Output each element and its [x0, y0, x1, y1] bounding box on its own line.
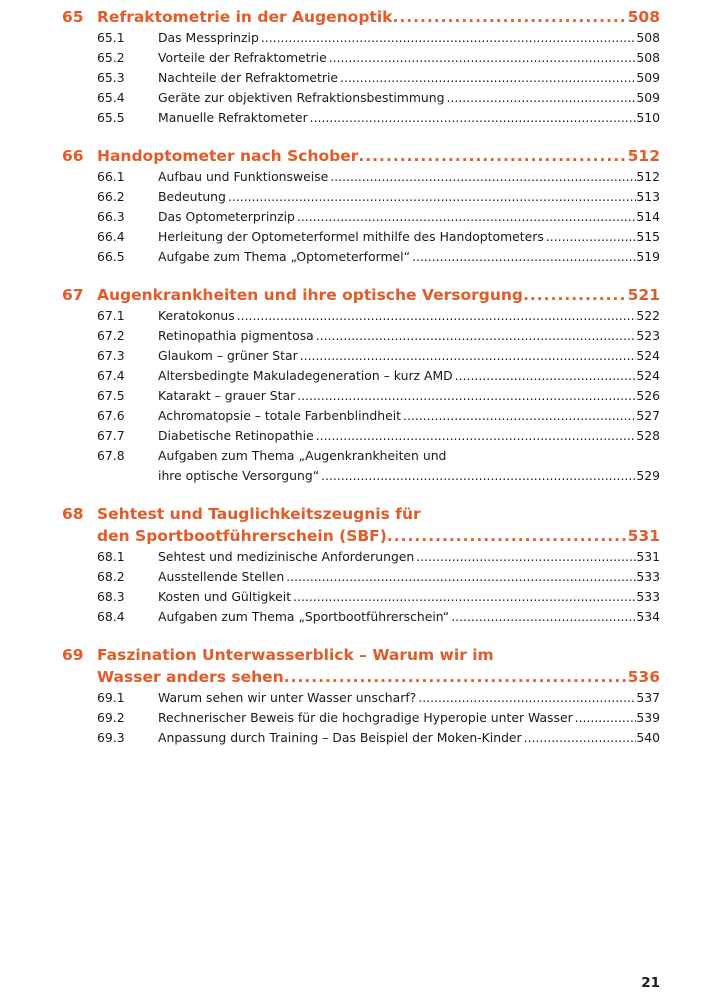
toc-entry[interactable]	[62, 587, 660, 607]
dot-leader	[284, 567, 636, 587]
toc-entry[interactable]	[62, 406, 660, 426]
entry-list	[62, 547, 660, 627]
entry-number: 68.1	[97, 549, 125, 564]
entry-title-last-line	[158, 68, 660, 88]
entry-title-line: Aufgaben zum Thema „Augenkrankheiten und	[158, 448, 447, 463]
dot-leader	[298, 346, 637, 366]
entry-number: 65.4	[97, 90, 125, 105]
entry-page-number: 508	[636, 50, 660, 65]
entry-page-number: 533	[636, 589, 660, 604]
entry-title-line: Diabetische Retinopathie	[158, 428, 314, 443]
toc-entry[interactable]	[62, 366, 660, 386]
entry-page-number: 523	[636, 328, 660, 343]
entry-title-line: Das Optometerprinzip	[158, 209, 295, 224]
entry-title-line: Kosten und Gültigkeit	[158, 589, 292, 604]
dot-leader	[449, 607, 636, 627]
entry-number: 65.2	[97, 50, 125, 65]
entry-title-last-line	[158, 28, 660, 48]
entry-title-last-line	[158, 88, 660, 108]
chapter-section	[62, 503, 660, 627]
entry-title-last-line	[158, 366, 660, 386]
toc-entry[interactable]	[62, 326, 660, 346]
dot-leader	[523, 284, 628, 306]
entry-number: 68.4	[97, 609, 125, 624]
entry-title-last-line	[158, 567, 660, 587]
toc-entry[interactable]	[62, 728, 660, 748]
chapter-title-line: Sehtest und Tauglichkeitszeugnis für	[97, 505, 421, 523]
dot-leader	[295, 207, 636, 227]
entry-title-last-line	[158, 426, 660, 446]
toc-entry[interactable]	[62, 227, 660, 247]
dot-leader	[401, 406, 636, 426]
entry-title-line: Geräte zur objektiven Refraktionsbestimmung	[158, 90, 445, 105]
dot-leader	[453, 366, 637, 386]
toc-entry[interactable]	[62, 68, 660, 88]
entry-title-last-line	[158, 607, 660, 627]
chapter-page-number: 536	[627, 668, 660, 686]
toc-entry[interactable]	[62, 187, 660, 207]
chapter-page-number: 512	[627, 147, 660, 165]
toc-entry[interactable]	[62, 28, 660, 48]
entry-number: 69.2	[97, 710, 125, 725]
entry-title-last-line	[158, 167, 660, 187]
entry-number: 66.3	[97, 209, 125, 224]
chapter-title-last-line	[97, 284, 660, 306]
entry-page-number: 515	[636, 229, 660, 244]
dot-leader	[319, 466, 636, 486]
dot-leader	[284, 666, 628, 688]
entry-number: 66.5	[97, 249, 125, 264]
dot-leader	[338, 68, 636, 88]
chapter-title-line: Faszination Unterwasserblick – Warum wir im	[97, 646, 494, 664]
toc-entry[interactable]	[62, 346, 660, 366]
entry-number: 68.2	[97, 569, 125, 584]
chapter-title-last-line	[97, 525, 660, 547]
entry-number: 68.3	[97, 589, 125, 604]
toc-entry[interactable]	[62, 567, 660, 587]
entry-title-last-line	[158, 346, 660, 366]
entry-title-line: Achromatopsie – totale Farbenblindheit	[158, 408, 402, 423]
entry-number: 65.5	[97, 110, 125, 125]
chapter-number: 68	[62, 505, 84, 523]
dot-leader	[414, 547, 636, 567]
entry-title-last-line	[158, 688, 660, 708]
chapter-title-last-line	[97, 666, 660, 688]
entry-title-last-line	[158, 406, 660, 426]
dot-leader	[308, 108, 637, 128]
entry-number: 67.6	[97, 408, 125, 423]
entry-page-number: 537	[636, 690, 660, 705]
entry-title-line: Aufgaben zum Thema „Sportbootführerschein“	[158, 609, 450, 624]
entry-page-number: 510	[636, 110, 660, 125]
dot-leader	[328, 167, 636, 187]
chapter-title	[97, 6, 660, 28]
entry-title-last-line	[158, 207, 660, 227]
entry-title-last-line	[158, 326, 660, 346]
entry-title-line: Aufgabe zum Thema „Optometerformel“	[158, 249, 411, 264]
toc-entry[interactable]	[62, 167, 660, 187]
entry-number: 67.1	[97, 308, 125, 323]
dot-leader	[410, 247, 636, 267]
entry-page-number: 512	[636, 169, 660, 184]
chapter-title-last-line	[97, 6, 660, 28]
toc-entry[interactable]	[62, 446, 660, 486]
entry-page-number: 528	[636, 428, 660, 443]
entry-title-line: Anpassung durch Training – Das Beispiel der Moken-Kinder	[158, 730, 522, 745]
entry-number: 66.1	[97, 169, 125, 184]
toc-entry[interactable]	[62, 547, 660, 567]
entry-list	[62, 167, 660, 267]
entry-number: 69.3	[97, 730, 125, 745]
toc-entry[interactable]	[62, 48, 660, 68]
dot-leader	[445, 88, 637, 108]
chapter-title-line: Handoptometer nach Schober	[97, 147, 359, 165]
entry-page-number: 514	[636, 209, 660, 224]
dot-leader	[416, 688, 636, 708]
chapter-heading[interactable]	[62, 145, 660, 167]
entry-page-number: 524	[636, 348, 660, 363]
entry-title-last-line	[158, 306, 660, 326]
entry-page-number: 509	[636, 90, 660, 105]
entry-title-line: Warum sehen wir unter Wasser unscharf?	[158, 690, 417, 705]
entry-title-last-line	[158, 708, 660, 728]
chapter-section	[62, 6, 660, 128]
entry-page-number: 513	[636, 189, 660, 204]
entry-number: 66.4	[97, 229, 125, 244]
toc-entry[interactable]	[62, 688, 660, 708]
chapter-section	[62, 145, 660, 267]
chapter-title-line: Refraktometrie in der Augenoptik	[97, 8, 393, 26]
chapter-heading[interactable]	[62, 284, 660, 306]
entry-title-line: Bedeutung	[158, 189, 226, 204]
entry-title-line: Glaukom – grüner Star	[158, 348, 298, 363]
chapter-title-line: den Sportbootführerschein (SBF)	[97, 527, 387, 545]
dot-leader	[573, 708, 637, 728]
chapter-heading[interactable]	[62, 644, 660, 688]
entry-page-number: 531	[636, 549, 660, 564]
chapter-number: 65	[62, 8, 84, 26]
dot-leader	[314, 326, 637, 346]
entry-title-line: Manuelle Refraktometer	[158, 110, 308, 125]
chapter-page-number: 531	[627, 527, 660, 545]
entry-title-last-line	[158, 108, 660, 128]
entry-number: 69.1	[97, 690, 125, 705]
entry-page-number: 540	[636, 730, 660, 745]
entry-title-line: Aufbau und Funktionsweise	[158, 169, 329, 184]
entry-title-line: Sehtest und medizinische Anforderungen	[158, 549, 415, 564]
entry-number: 67.5	[97, 388, 125, 403]
entry-title-line: Vorteile der Refraktometrie	[158, 50, 327, 65]
dot-leader	[314, 426, 637, 446]
dot-leader	[295, 386, 636, 406]
dot-leader	[235, 306, 637, 326]
entry-title-line: Keratokonus	[158, 308, 235, 323]
dot-leader	[327, 48, 637, 68]
entry-title-line: Altersbedingte Makuladegeneration – kurz AMD	[158, 368, 453, 383]
entry-page-number: 524	[636, 368, 660, 383]
entry-page-number: 534	[636, 609, 660, 624]
entry-page-number: 539	[636, 710, 660, 725]
toc-entry[interactable]	[62, 386, 660, 406]
entry-title-line: Herleitung der Optometerformel mithilfe des Handoptometers	[158, 229, 544, 244]
chapter-heading[interactable]	[62, 6, 660, 28]
chapter-title	[97, 284, 660, 306]
entry-title-line: Das Messprinzip	[158, 30, 259, 45]
entry-number: 67.2	[97, 328, 125, 343]
toc-entry[interactable]	[62, 88, 660, 108]
entry-number: 65.3	[97, 70, 125, 85]
toc-entry[interactable]	[62, 108, 660, 128]
entry-title-last-line	[158, 587, 660, 607]
entry-title-line: Retinopathia pigmentosa	[158, 328, 314, 343]
chapter-heading[interactable]	[62, 503, 660, 547]
chapter-section	[62, 284, 660, 486]
dot-leader	[226, 187, 636, 207]
dot-leader	[387, 525, 628, 547]
entry-page-number: 508	[636, 30, 660, 45]
table-of-contents	[62, 6, 660, 765]
entry-title-line: ihre optische Versorgung“	[158, 468, 320, 483]
entry-title-last-line	[158, 48, 660, 68]
entry-list	[62, 306, 660, 486]
chapter-title	[97, 145, 660, 167]
chapter-title-line: Wasser anders sehen	[97, 668, 284, 686]
entry-title-line: Rechnerischer Beweis für die hochgradige Hyperopie unter Wasser	[158, 710, 573, 725]
entry-page-number: 527	[636, 408, 660, 423]
chapter-title	[97, 503, 660, 547]
entry-title-last-line	[158, 728, 660, 748]
entry-page-number: 529	[636, 468, 660, 483]
entry-page-number: 533	[636, 569, 660, 584]
entry-page-number: 509	[636, 70, 660, 85]
dot-leader	[544, 227, 637, 247]
entry-page-number: 519	[636, 249, 660, 264]
entry-number: 67.4	[97, 368, 125, 383]
dot-leader	[291, 587, 636, 607]
chapter-number: 69	[62, 646, 84, 664]
entry-number: 67.7	[97, 428, 125, 443]
chapter-title-line: Augenkrankheiten und ihre optische Versorgung	[97, 286, 524, 304]
entry-number: 67.3	[97, 348, 125, 363]
entry-title-last-line	[158, 227, 660, 247]
chapter-title-last-line	[97, 145, 660, 167]
entry-list	[62, 688, 660, 748]
chapter-page-number: 508	[627, 8, 660, 26]
toc-entry[interactable]	[62, 207, 660, 227]
entry-title-last-line	[158, 187, 660, 207]
entry-page-number: 522	[636, 308, 660, 323]
entry-number: 65.1	[97, 30, 125, 45]
chapter-section	[62, 644, 660, 748]
dot-leader	[358, 145, 627, 167]
entry-number: 67.8	[97, 448, 125, 463]
dot-leader	[392, 6, 627, 28]
dot-leader	[522, 728, 637, 748]
toc-entry[interactable]	[62, 426, 660, 446]
entry-title-last-line	[158, 247, 660, 267]
entry-title-line: Nachteile der Refraktometrie	[158, 70, 339, 85]
entry-page-number: 526	[636, 388, 660, 403]
toc-entry[interactable]	[62, 247, 660, 267]
toc-entry[interactable]	[62, 708, 660, 728]
page-number: 21	[641, 975, 660, 991]
entry-title-line: Ausstellende Stellen	[158, 569, 285, 584]
chapter-page-number: 521	[627, 286, 660, 304]
dot-leader	[259, 28, 637, 48]
entry-title-last-line	[158, 386, 660, 406]
chapter-number: 66	[62, 147, 84, 165]
entry-title-last-line	[158, 466, 660, 486]
chapter-title	[97, 644, 660, 688]
chapter-number: 67	[62, 286, 84, 304]
entry-number: 66.2	[97, 189, 125, 204]
entry-title-last-line	[158, 547, 660, 567]
entry-title-line: Katarakt – grauer Star	[158, 388, 296, 403]
entry-list	[62, 28, 660, 128]
toc-entry[interactable]	[62, 607, 660, 627]
toc-entry[interactable]	[62, 306, 660, 326]
